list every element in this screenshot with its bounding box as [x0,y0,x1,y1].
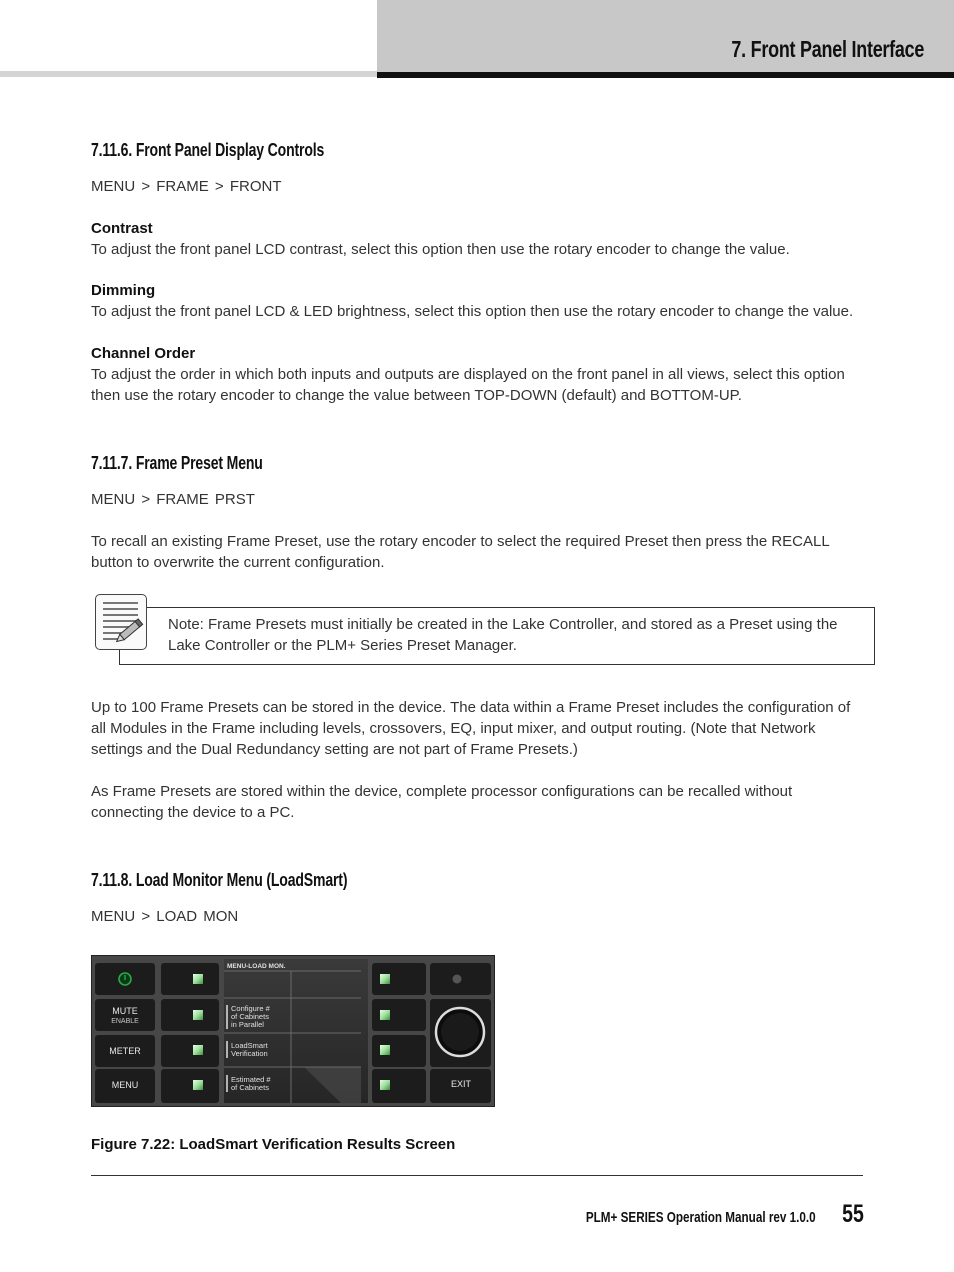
text-dimming: To adjust the front panel LCD & LED brightness, select this option then use the rotary encoder to change the value. [91,303,854,320]
meter-button-label: METER [109,1046,141,1056]
text-contrast: To adjust the front panel LCD contrast, select this option then use the rotary encoder to change the value. [91,241,790,258]
menu-option-configure-line3: in Parallel [231,1020,264,1029]
menu-path-front: MENU > FRAME > FRONT [91,178,282,195]
chapter-title: 7. Front Panel Interface [731,36,924,62]
led-indicator [380,1010,390,1020]
menu-option-estimated-line1: Estimated # [231,1075,271,1084]
mute-enable-label: ENABLE [111,1018,139,1025]
menu-path-load-mon: MENU > LOAD MON [91,908,239,925]
menu-button-label: MENU [111,1080,139,1090]
led-indicator [380,974,390,984]
menu-option-loadsmart-line1: LoadSmart [231,1041,268,1050]
led-indicator [193,1080,203,1090]
text-recall-preset: To recall an existing Frame Preset, use the rotary encoder to select the required Preset then press the RECALL button to overwrite the current configuration. [91,533,830,571]
menu-option-loadsmart-line2: Verification [231,1049,268,1058]
menu-option-configure-line1: Configure # [231,1004,270,1013]
section-heading-load-monitor: 7.11.8. Load Monitor Menu (LoadSmart) [91,870,348,890]
note-text: Note: Frame Presets must initially be created in the Lake Controller, and stored as a Preset using the Lake Controller or the PLM+ Series Preset Manager. [168,616,838,654]
term-contrast: Contrast [91,220,153,237]
front-panel-figure [91,955,495,1107]
page-number: 55 [842,1200,864,1228]
term-channel-order: Channel Order [91,345,196,362]
led-indicator [193,974,203,984]
encoder-column [430,963,491,1103]
text-preset-capacity: Up to 100 Frame Presets can be stored in the device. The data within a Frame Preset includes the configuration of all Modules in the Frame including levels, crossovers, EQ, input mixer, and output routing. (Note that Network settings and the Dual Redundancy setting are not part of Frame Presets.) [91,699,851,758]
section-heading-display-controls: 7.11.6. Front Panel Display Controls [91,140,325,160]
menu-option-configure-line2: of Cabinets [231,1012,269,1021]
footer-manual-title: PLM+ SERIES Operation Manual rev 1.0.0 [586,1209,816,1226]
section-heading-frame-preset: 7.11.7. Frame Preset Menu [91,453,263,473]
status-led-icon [453,975,462,984]
header-left-rule [0,71,377,77]
led-indicator [380,1045,390,1055]
term-dimming: Dimming [91,282,156,299]
screen-title: MENU-LOAD MON. [227,963,286,970]
text-preset-storage: As Frame Presets are stored within the device, complete processor configurations can be recalled without connecting the device to a PC. [91,783,793,821]
note-pencil-icon [95,594,147,650]
led-indicator [193,1045,203,1055]
text-channel-order: To adjust the order in which both inputs and outputs are displayed on the front panel in all views, select this option then use the rotary encoder to change the value between TOP-DOWN (default) and BOTTOM-UP. [91,366,845,404]
header-rule [377,72,954,78]
footer-rule [91,1175,863,1176]
led-indicator [380,1080,390,1090]
menu-path-frame-prst: MENU > FRAME PRST [91,491,255,508]
lcd-screen [224,959,368,1103]
figure-caption: Figure 7.22: LoadSmart Verification Results Screen [91,1136,456,1153]
menu-option-estimated-line2: of Cabinets [231,1083,269,1092]
led-indicator [193,1010,203,1020]
exit-button-label: EXIT [450,1079,472,1089]
mute-button-label: MUTE [112,1006,138,1016]
